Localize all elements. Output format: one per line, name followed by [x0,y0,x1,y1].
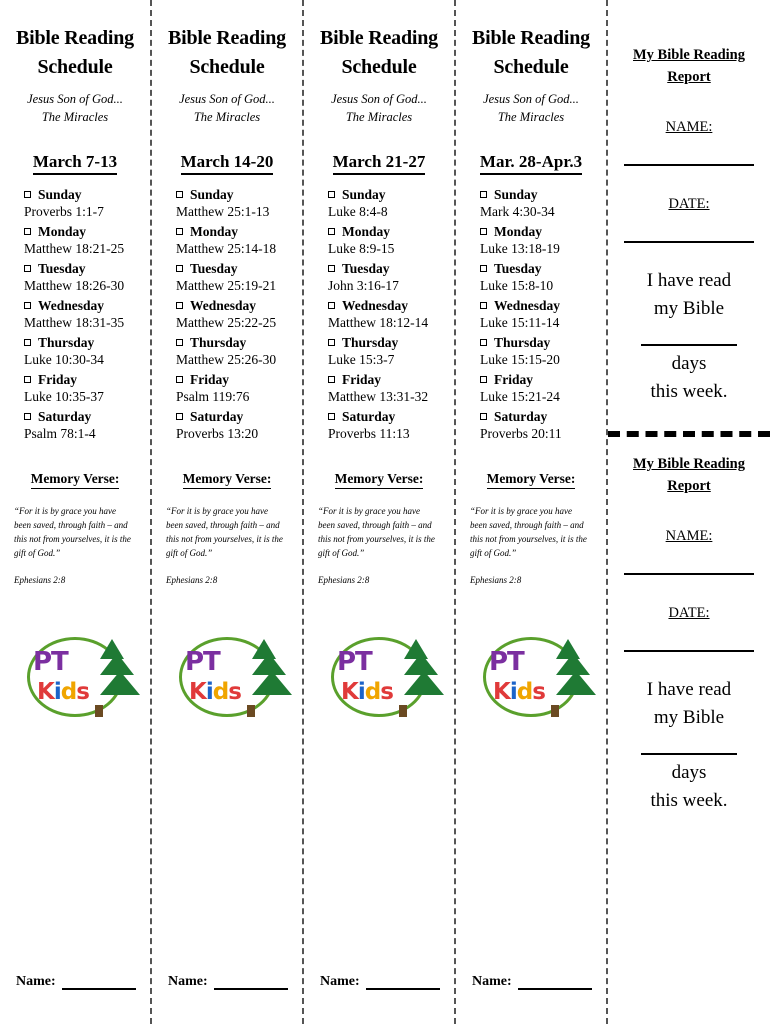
report-statement-line-1: I have read [646,269,732,291]
day-label: Sunday [38,187,82,203]
name-footer-label: Name: [168,974,208,989]
tree-trunk-icon [551,705,559,717]
report-title-line-1: My Bible Reading [633,455,745,472]
empty-checkbox-icon[interactable] [176,302,183,309]
empty-checkbox-icon[interactable] [480,376,487,383]
day-row[interactable] [24,224,140,240]
verse-reference: Luke 10:35-37 [24,389,104,405]
name-footer[interactable] [16,974,136,990]
empty-checkbox-icon[interactable] [480,339,487,346]
day-row[interactable] [24,261,140,277]
report-name-label: NAME: [665,527,713,544]
subtitle-line-2: The Miracles [41,110,109,125]
memory-verse-heading: Memory Verse: [31,471,120,489]
empty-checkbox-icon[interactable] [480,302,487,309]
day-row[interactable] [24,372,140,388]
day-label: Wednesday [38,298,105,314]
verse-reference: Luke 15:15-20 [480,352,560,368]
verse-reference: Psalm 78:1-4 [24,426,96,442]
report-statement-line-2: my Bible [653,707,725,729]
empty-checkbox-icon[interactable] [176,228,183,235]
day-row[interactable] [328,372,444,388]
day-label: Saturday [38,409,92,425]
day-row[interactable] [480,409,596,425]
day-row[interactable] [328,261,444,277]
title-line-1: Bible Reading [472,27,590,49]
title-line-2: Schedule [493,56,569,78]
schedule-column-1 [0,0,152,1024]
name-footer-label: Name: [16,974,56,989]
empty-checkbox-icon[interactable] [176,376,183,383]
name-footer-label: Name: [472,974,512,989]
name-footer[interactable] [472,974,592,990]
empty-checkbox-icon[interactable] [480,413,487,420]
verse-reference: Mark 4:30-34 [480,204,555,220]
day-row[interactable] [176,372,292,388]
day-label: Wednesday [494,298,561,314]
day-label: Wednesday [190,298,257,314]
empty-checkbox-icon[interactable] [328,302,335,309]
memory-verse-reference: Ephesians 2:8 [166,575,218,585]
memory-verse-heading: Memory Verse: [183,471,272,489]
report-card-bottom [618,453,760,816]
day-label: Tuesday [494,261,542,277]
day-row[interactable] [176,187,292,203]
name-footer-label: Name: [320,974,360,989]
logo-wrap [466,631,596,723]
report-name-label: NAME: [665,118,713,135]
subtitle-line-2: The Miracles [345,110,413,125]
date-range: March 14-20 [181,152,274,175]
day-row[interactable] [480,187,596,203]
empty-checkbox-icon[interactable] [176,413,183,420]
verse-reference: Matthew 18:12-14 [328,315,429,331]
date-range: Mar. 28-Apr.3 [480,152,582,175]
report-date-label: DATE: [668,604,710,621]
pt-kids-logo [21,631,129,723]
verse-reference: Proverbs 11:13 [328,426,410,442]
report-statement-tail [618,759,760,816]
report-title [618,44,760,89]
verse-reference: Matthew 13:31-32 [328,389,429,405]
day-row[interactable] [176,409,292,425]
day-label: Monday [494,224,543,240]
memory-verse-reference: Ephesians 2:8 [318,575,370,585]
memory-verse-reference: Ephesians 2:8 [470,575,522,585]
verse-reference: Matthew 25:1-13 [176,204,270,220]
logo-pt-text: PT [489,647,524,677]
day-row[interactable] [480,335,596,351]
day-label: Saturday [190,409,244,425]
report-date-line[interactable] [624,241,754,243]
verse-reference: Luke 15:21-24 [480,389,560,405]
name-footer-blank[interactable] [214,977,288,990]
empty-checkbox-icon[interactable] [480,265,487,272]
day-label: Sunday [342,187,386,203]
report-title-line-1: My Bible Reading [633,47,745,63]
schedule-column-4 [456,0,608,1024]
title-line-2: Schedule [37,56,113,78]
logo-kids-text: Kids [189,679,241,705]
title-line-1: Bible Reading [320,27,438,49]
day-label: Saturday [494,409,548,425]
report-title [618,453,760,498]
subtitle-line-2: The Miracles [497,110,565,125]
verse-reference: Matthew 18:21-25 [24,241,125,257]
title-line-1: Bible Reading [168,27,286,49]
logo-pt-text: PT [185,647,220,677]
day-label: Thursday [38,335,95,351]
report-date-label: DATE: [668,195,710,212]
report-statement-line-1: I have read [646,678,732,700]
subtitle-line-1: Jesus Son of God... [179,92,275,106]
empty-checkbox-icon[interactable] [24,191,31,198]
tree-trunk-icon [95,705,103,717]
report-name-line[interactable] [624,573,754,575]
empty-checkbox-icon[interactable] [176,339,183,346]
day-label: Tuesday [190,261,238,277]
memory-verse-text: “For it is by grace you have been saved, through faith – and this not from yourselves, it is the gift of God.” [470,506,587,559]
day-row[interactable] [176,298,292,314]
empty-checkbox-icon[interactable] [328,376,335,383]
memory-verse-reference: Ephesians 2:8 [14,575,66,585]
name-footer-blank[interactable] [62,977,136,990]
day-list [466,187,596,442]
verse-reference: Luke 15:8-10 [480,278,554,294]
report-statement-line-3: days [671,352,707,374]
subtitle [314,90,444,126]
verse-reference: Proverbs 13:20 [176,426,259,442]
verse-reference: Matthew 25:14-18 [176,241,277,257]
subtitle [162,90,292,126]
name-footer[interactable] [320,974,440,990]
empty-checkbox-icon[interactable] [24,265,31,272]
day-row[interactable] [176,261,292,277]
verse-reference: Luke 15:3-7 [328,352,395,368]
day-row[interactable] [328,298,444,314]
empty-checkbox-icon[interactable] [24,413,31,420]
pt-kids-logo [173,631,281,723]
empty-checkbox-icon[interactable] [176,191,183,198]
day-label: Sunday [494,187,538,203]
subtitle-line-2: The Miracles [193,110,261,125]
day-row[interactable] [24,409,140,425]
report-statement [618,267,760,324]
empty-checkbox-icon[interactable] [328,413,335,420]
logo-kids-text: Kids [341,679,393,705]
memory-verse-heading: Memory Verse: [335,471,424,489]
day-row[interactable] [480,224,596,240]
subtitle [466,90,596,126]
empty-checkbox-icon[interactable] [328,228,335,235]
empty-checkbox-icon[interactable] [24,376,31,383]
day-label: Friday [494,372,533,388]
day-list [10,187,140,442]
page-title [314,24,444,82]
memory-verse-text: “For it is by grace you have been saved, through faith – and this not from yourselves, it is the gift of God.” [14,506,131,559]
logo-kids-text: Kids [37,679,89,705]
day-label: Friday [342,372,381,388]
empty-checkbox-icon[interactable] [328,265,335,272]
day-label: Monday [342,224,391,240]
page-title [466,24,596,82]
day-label: Friday [38,372,77,388]
schedule-column-2 [152,0,304,1024]
verse-reference: Matthew 18:31-35 [24,315,125,331]
verse-reference: Psalm 119:76 [176,389,250,405]
subtitle-line-1: Jesus Son of God... [331,92,427,106]
day-row[interactable] [24,335,140,351]
day-label: Friday [190,372,229,388]
logo-wrap [314,631,444,723]
report-statement-tail [618,350,760,407]
title-line-2: Schedule [341,56,417,78]
title-line-2: Schedule [189,56,265,78]
verse-reference: Matthew 25:19-21 [176,278,277,294]
logo-pt-text: PT [337,647,372,677]
day-row[interactable] [328,224,444,240]
pt-kids-logo [325,631,433,723]
report-days-line[interactable] [641,344,737,346]
logo-wrap [162,631,292,723]
verse-reference: John 3:16-17 [328,278,399,294]
day-row[interactable] [176,335,292,351]
report-date-line[interactable] [624,650,754,652]
day-row[interactable] [328,187,444,203]
report-title-line-2: Report [667,69,711,86]
verse-reference: Luke 8:4-8 [328,204,388,220]
day-label: Saturday [342,409,396,425]
subtitle-line-1: Jesus Son of God... [483,92,579,106]
day-label: Thursday [190,335,247,351]
day-row[interactable] [480,372,596,388]
day-list [314,187,444,442]
day-row[interactable] [176,224,292,240]
verse-reference: Luke 8:9-15 [328,241,395,257]
day-label: Tuesday [38,261,86,277]
pt-kids-logo [477,631,585,723]
day-row[interactable] [24,187,140,203]
date-range: March 21-27 [333,152,426,175]
name-footer-blank[interactable] [366,977,440,990]
empty-checkbox-icon[interactable] [480,191,487,198]
day-list [162,187,292,442]
day-row[interactable] [480,261,596,277]
empty-checkbox-icon[interactable] [328,339,335,346]
report-card-top [618,44,760,407]
logo-pt-text: PT [33,647,68,677]
report-days-line[interactable] [641,753,737,755]
memory-verse-text: “For it is by grace you have been saved, through faith – and this not from yourselves, it is the gift of God.” [166,506,283,559]
verse-reference: Matthew 18:26-30 [24,278,125,294]
report-title-line-2: Report [667,478,711,495]
day-label: Thursday [494,335,551,351]
verse-reference: Proverbs 20:11 [480,426,562,442]
page-title [10,24,140,82]
verse-reference: Luke 10:30-34 [24,352,104,368]
empty-checkbox-icon[interactable] [480,228,487,235]
tear-line-divider [608,431,770,437]
day-label: Tuesday [342,261,390,277]
day-label: Wednesday [342,298,409,314]
report-statement [618,676,760,733]
day-label: Thursday [342,335,399,351]
memory-verse-heading: Memory Verse: [487,471,576,489]
report-column [608,0,770,1024]
empty-checkbox-icon[interactable] [176,265,183,272]
report-name-line[interactable] [624,164,754,166]
empty-checkbox-icon[interactable] [328,191,335,198]
report-statement-line-4: this week. [650,381,728,403]
subtitle-line-1: Jesus Son of God... [27,92,123,106]
name-footer[interactable] [168,974,288,990]
empty-checkbox-icon[interactable] [24,339,31,346]
logo-kids-text: Kids [493,679,545,705]
empty-checkbox-icon[interactable] [24,228,31,235]
subtitle [10,90,140,126]
schedule-column-3 [304,0,456,1024]
name-footer-blank[interactable] [518,977,592,990]
day-label: Sunday [190,187,234,203]
verse-reference: Luke 13:18-19 [480,241,560,257]
report-statement-line-4: this week. [650,790,728,812]
day-row[interactable] [24,298,140,314]
page-title [162,24,292,82]
memory-verse-text: “For it is by grace you have been saved, through faith – and this not from yourselves, it is the gift of God.” [318,506,435,559]
verse-reference: Proverbs 1:1-7 [24,204,104,220]
verse-reference: Matthew 25:26-30 [176,352,277,368]
empty-checkbox-icon[interactable] [24,302,31,309]
day-label: Monday [38,224,87,240]
tree-trunk-icon [399,705,407,717]
date-range: March 7-13 [33,152,117,175]
tree-trunk-icon [247,705,255,717]
day-label: Monday [190,224,239,240]
verse-reference: Luke 15:11-14 [480,315,560,331]
report-statement-line-3: days [671,761,707,783]
verse-reference: Matthew 25:22-25 [176,315,277,331]
day-row[interactable] [480,298,596,314]
day-row[interactable] [328,335,444,351]
day-row[interactable] [328,409,444,425]
logo-wrap [10,631,140,723]
report-statement-line-2: my Bible [653,298,725,320]
title-line-1: Bible Reading [16,27,134,49]
